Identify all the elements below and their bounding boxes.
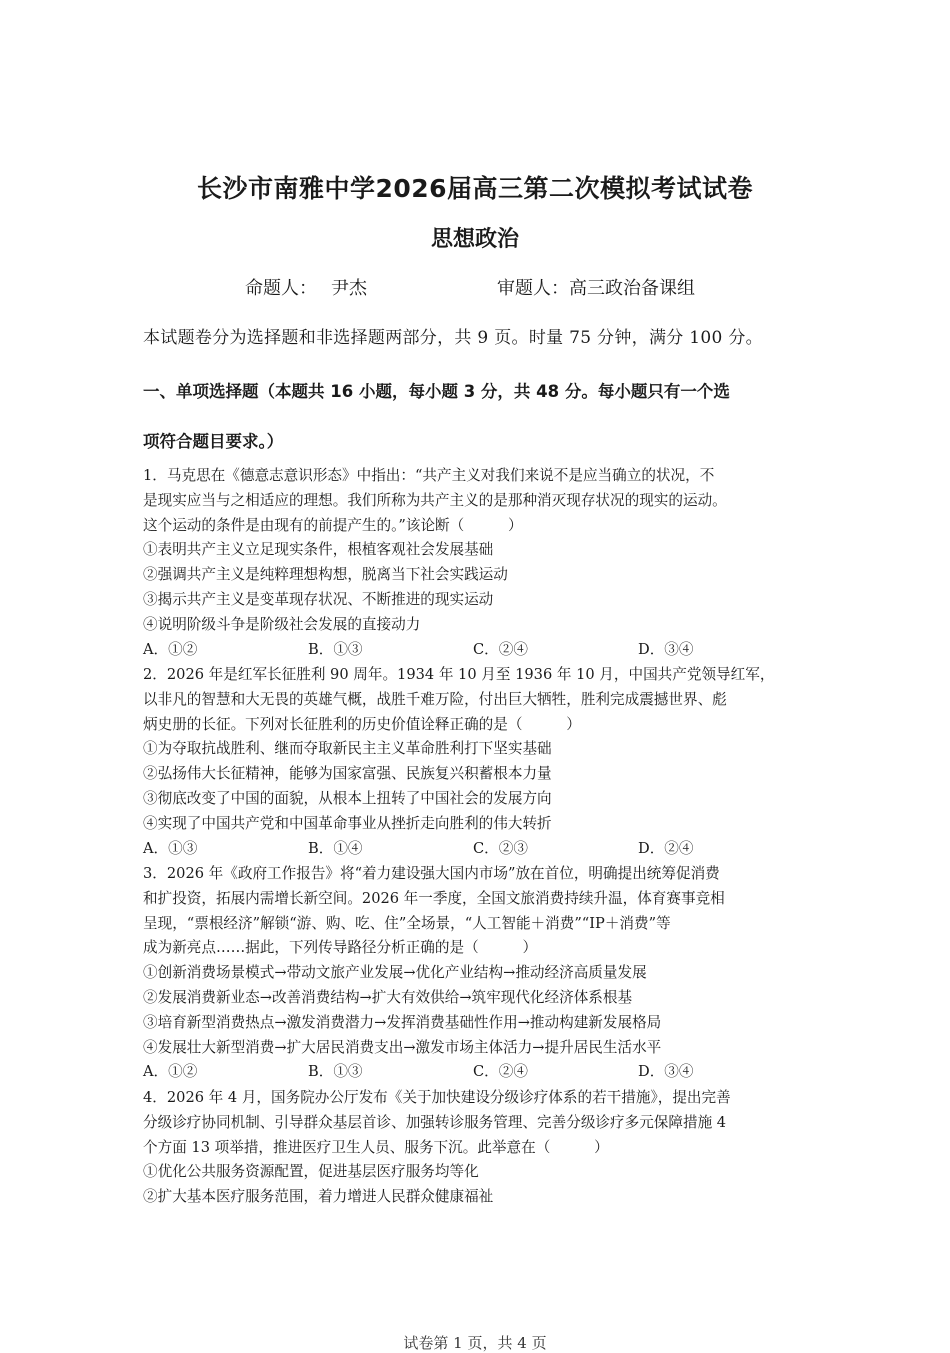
- question-stem-line: 呈现，“票根经济”解锁“游、购、吃、住”全场景，“人工智能＋消费”“IP＋消费”等: [143, 914, 671, 932]
- question-stem-line: 2．2026 年是红军长征胜利 90 周年。1934 年 10 月至 1936 年 10 月，中国共产党领导红军，: [143, 666, 775, 683]
- question-item: ③揭示共产主义是变革现存状况、不断推进的现实运动: [143, 590, 494, 608]
- question-stem-line: 3．2026 年《政府工作报告》将“着力建设强大国内市场”放在首位，明确提出统筹促消费: [143, 865, 720, 882]
- author-name: 尹杰: [331, 278, 367, 299]
- section-heading-line2: 项符合题目要求。）: [143, 432, 284, 451]
- answer-options: [143, 837, 811, 862]
- question-4: [143, 1086, 811, 1210]
- exam-subject: 思想政治: [430, 227, 519, 252]
- question-2: [143, 663, 811, 861]
- question-stem-line: 4．2026 年 4 月，国务院办公厅发布《关于加快建设分级诊疗体系的若干措施》，提出完善: [143, 1089, 731, 1106]
- option-b: B．①③: [308, 640, 363, 658]
- section-heading-line1: 一、单项选择题（本题共 16 小题，每小题 3 分，共 48 分。每小题只有一个选: [143, 382, 730, 401]
- option-d: D．③④: [638, 640, 694, 658]
- question-item: ②扩大基本医疗服务范围，着力增进人民群众健康福祉: [143, 1188, 494, 1206]
- option-d: D．②④: [638, 839, 694, 857]
- question-item: ④发展壮大新型消费→扩大居民消费支出→激发市场主体活力→提升居民生活水平: [143, 1038, 662, 1056]
- question-item: ③彻底改变了中国的面貌，从根本上扭转了中国社会的发展方向: [143, 789, 552, 807]
- question-stem-line: 以非凡的智慧和大无畏的英雄气概，战胜千难万险，付出巨大牺牲，胜利完成震撼世界、彪: [143, 690, 727, 708]
- question-item: ②弘扬伟大长征精神，能够为国家富强、民族复兴积蓄根本力量: [143, 765, 552, 783]
- question-stem-line: 分级诊疗协同机制、引导群众基层首诊、加强转诊服务管理、完善分级诊疗多元保障措施 4: [143, 1113, 727, 1131]
- option-c: C．②④: [473, 640, 528, 658]
- option-a: A．①②: [143, 640, 198, 658]
- question-1: [143, 464, 811, 662]
- question-stem-line: 成为新亮点……据此，下列传导路径分析正确的是（ ）: [143, 939, 538, 957]
- option-b: B．①④: [308, 839, 363, 857]
- option-b: B．①③: [308, 1063, 363, 1081]
- question-stem-line: 这个运动的条件是由现有的前提产生的。”该论断（ ）: [143, 516, 523, 534]
- question-item: ②发展消费新业态→改善消费结构→扩大有效供给→筑牢现代化经济体系根基: [143, 988, 633, 1006]
- question-stem-line: 和扩投资，拓展内需增长新空间。2026 年一季度，全国文旅消费持续升温，体育赛事竞相: [143, 889, 725, 907]
- option-c: C．②④: [473, 1063, 528, 1081]
- question-item: ①优化公共服务资源配置，促进基层医疗服务均等化: [143, 1163, 479, 1181]
- author-label: 命题人：: [245, 278, 317, 299]
- option-d: D．③④: [638, 1063, 694, 1081]
- option-a: A．①③: [143, 839, 198, 857]
- option-c: C．②③: [473, 839, 528, 857]
- question-item: ②强调共产主义是纯粹理想构想，脱离当下社会实践运动: [143, 566, 508, 584]
- question-stem-line: 个方面 13 项举措，推进医疗卫生人员、服务下沉。此举意在（ ）: [143, 1138, 609, 1156]
- page-footer: 试卷第 1 页，共 4 页: [403, 1334, 547, 1352]
- question-item: ①创新消费场景模式→带动文旅产业发展→优化产业结构→推动经济高质量发展: [143, 964, 647, 982]
- question-item: ④实现了中国共产党和中国革命事业从挫折走向胜利的伟大转折: [143, 814, 552, 832]
- question-stem-line: 1．马克思在《德意志意识形态》中指出：“共产主义对我们来说不是应当确立的状况，不: [143, 467, 715, 484]
- reviewer-name: 高三政治备课组: [569, 278, 695, 299]
- exam-intro: 本试题卷分为选择题和非选择题两部分，共 9 页。时量 75 分钟，满分 100 分。: [143, 328, 763, 348]
- exam-title: 长沙市南雅中学2026届高三第二次模拟考试试卷: [196, 174, 754, 203]
- question-3: [143, 862, 811, 1085]
- option-a: A．①②: [143, 1063, 198, 1081]
- question-stem-line: 炳史册的长征。下列对长征胜利的历史价值诠释正确的是（ ）: [143, 715, 581, 733]
- question-item: ①为夺取抗战胜利、继而夺取新民主主义革命胜利打下坚实基础: [143, 740, 552, 758]
- question-item: ③培育新型消费热点→激发消费潜力→发挥消费基础性作用→推动构建新发展格局: [143, 1013, 662, 1031]
- answer-options: [143, 638, 811, 663]
- question-item: ④说明阶级斗争是阶级社会发展的直接动力: [143, 615, 421, 633]
- question-stem-line: 是现实应当与之相适应的理想。我们所称为共产主义的是那种消灭现存状况的现实的运动。: [143, 491, 727, 509]
- reviewer-label: 审题人：: [497, 278, 569, 299]
- answer-options: [143, 1060, 811, 1085]
- author-line: [245, 276, 695, 302]
- question-item: ①表明共产主义立足现实条件，根植客观社会发展基础: [143, 541, 494, 559]
